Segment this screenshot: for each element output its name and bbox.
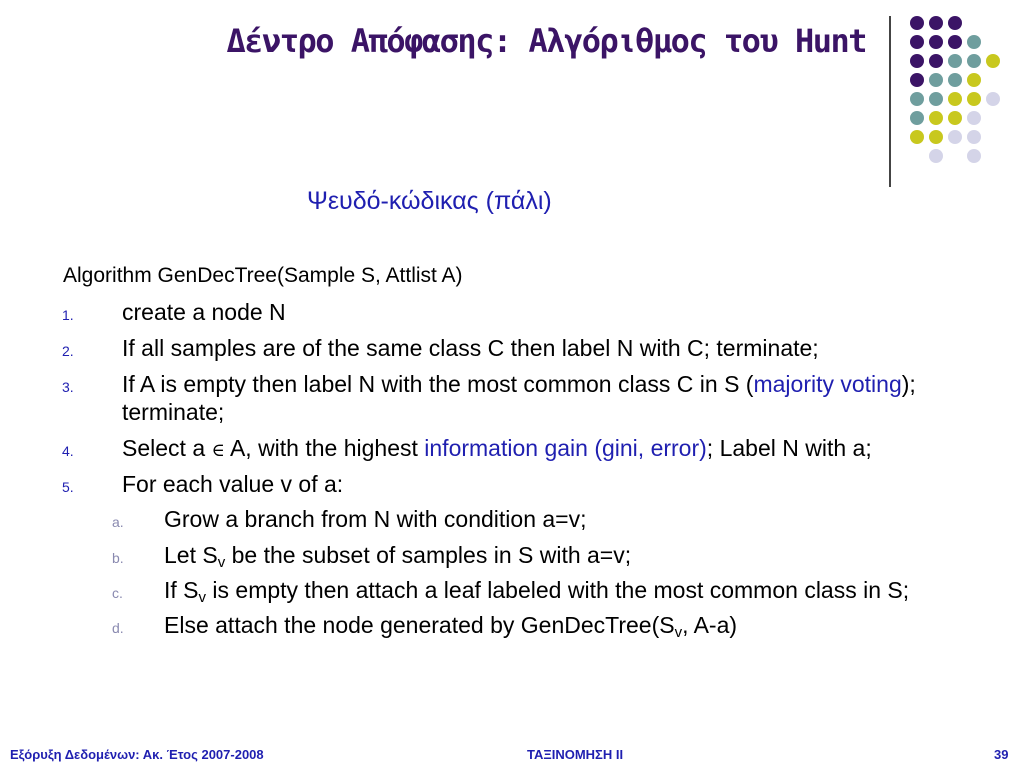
decorative-dot <box>967 35 981 49</box>
decorative-dot <box>910 16 924 30</box>
element-of-symbol: ∈ <box>211 440 225 461</box>
footer-course: Εξόρυξη Δεδομένων: Ακ. Έτος 2007-2008 <box>10 747 264 762</box>
substep-text <box>164 541 631 569</box>
step-text <box>122 434 872 465</box>
decorative-dot <box>910 73 924 87</box>
substep-text-part: be the subset of samples in S with a=v; <box>225 542 632 568</box>
information-gain-highlight: information gain (gini, error) <box>424 435 707 461</box>
substep-marker: b. <box>112 550 124 566</box>
step-text-part: Select a <box>122 435 212 461</box>
footer-page-number: 39 <box>994 747 1009 762</box>
substep-text: Grow a branch from N with condition a=v; <box>164 506 587 532</box>
decorative-dot <box>929 73 943 87</box>
decorative-dot <box>967 92 981 106</box>
decorative-dot <box>948 130 962 144</box>
substep-marker: c. <box>112 585 123 601</box>
decorative-dot <box>929 92 943 106</box>
decorative-dot <box>929 130 943 144</box>
substep-marker: a. <box>112 514 124 530</box>
step-marker: 2. <box>62 343 74 359</box>
step-marker: 1. <box>62 307 74 323</box>
step-text-part: If A is empty then label N with the most common class C in S ( <box>122 371 754 397</box>
decorative-dot <box>910 35 924 49</box>
substep-text <box>164 576 909 604</box>
substep-text-part: is empty then attach a leaf labeled with the most common class in S; <box>206 577 910 603</box>
substep-marker: d. <box>112 620 124 636</box>
decorative-dot <box>948 35 962 49</box>
decorative-dot <box>967 54 981 68</box>
decorative-dot <box>910 130 924 144</box>
substep-text-part: If S <box>164 577 199 603</box>
step-text-part: A, with the highest <box>224 435 425 461</box>
decorative-dot <box>986 92 1000 106</box>
subscript: v <box>198 589 207 606</box>
substep-text-part: , A-a) <box>682 612 738 638</box>
decorative-dot <box>948 73 962 87</box>
decorative-dot <box>948 111 962 125</box>
decorative-dot <box>910 54 924 68</box>
decorative-dot <box>967 130 981 144</box>
step-text-part: ; Label N with a; <box>706 435 872 461</box>
decorative-dot <box>929 111 943 125</box>
step-text: If all samples are of the same class C then label N with C; terminate; <box>122 335 819 361</box>
title-divider <box>889 16 891 187</box>
step-text: For each value v of a: <box>122 471 344 497</box>
decorative-dot <box>948 92 962 106</box>
step-text <box>122 370 1012 426</box>
slide-title: Δέντρο Απόφασης: Αλγόριθμος του Hunt <box>226 22 866 60</box>
decorative-dot <box>967 73 981 87</box>
step-marker: 3. <box>62 379 74 395</box>
decorative-dot <box>929 149 943 163</box>
decorative-dot <box>910 92 924 106</box>
subscript: v <box>217 554 226 571</box>
decorative-dot <box>929 16 943 30</box>
substep-text-part: Else attach the node generated by GenDecTree(S <box>164 612 675 638</box>
substep-text-part: Let S <box>164 542 218 568</box>
step-text-part: ); terminate; <box>122 371 916 425</box>
majority-voting-highlight: majority voting <box>753 371 902 397</box>
footer-section: ΤΑΞΙΝΟΜΗΣΗ ΙΙ <box>527 747 624 762</box>
substep-text <box>164 611 737 639</box>
step-marker: 4. <box>62 443 74 459</box>
decorative-dot <box>948 54 962 68</box>
step-marker: 5. <box>62 479 74 495</box>
decorative-dot <box>986 54 1000 68</box>
step-text: create a node N <box>122 299 286 325</box>
decorative-dot <box>910 111 924 125</box>
algorithm-header: Algorithm GenDecTree(Sample S, Attlist A) <box>63 264 463 287</box>
decorative-dot <box>967 111 981 125</box>
decorative-dot <box>948 16 962 30</box>
slide-subtitle: Ψευδό-κώδικας (πάλι) <box>307 187 552 215</box>
decorative-dot <box>929 54 943 68</box>
decorative-dot <box>967 149 981 163</box>
decorative-dot <box>929 35 943 49</box>
subscript: v <box>674 624 683 641</box>
